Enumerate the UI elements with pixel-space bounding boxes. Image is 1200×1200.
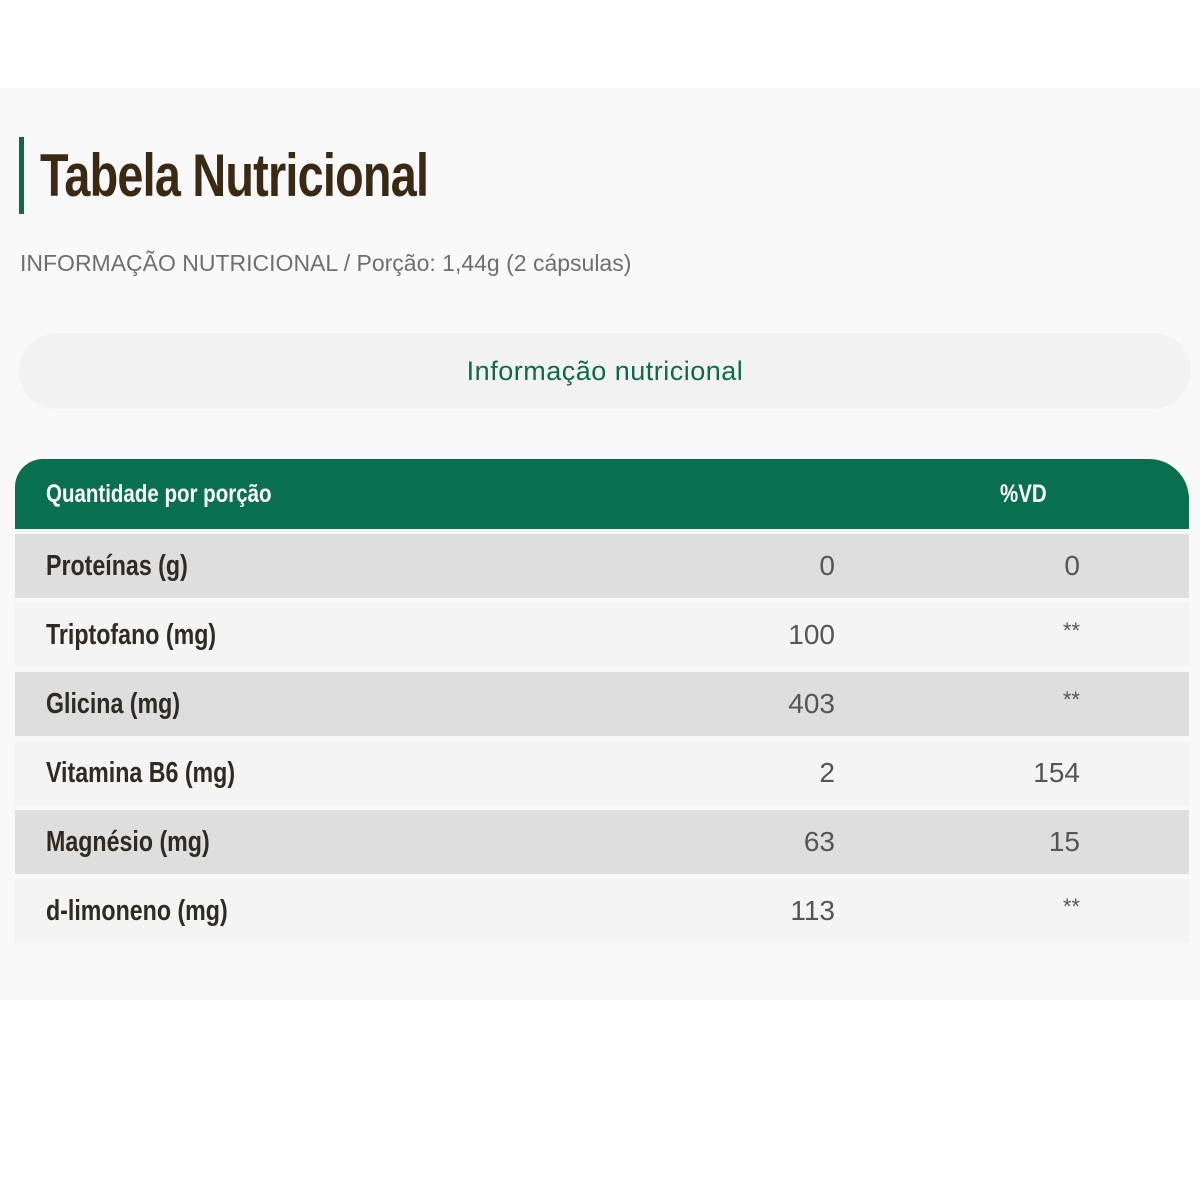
nutrient-vd: 15 xyxy=(1048,826,1080,857)
page-title: Tabela Nutricional xyxy=(40,142,429,209)
nutrient-amount: 403 xyxy=(788,688,835,719)
tab-nutrition-info-label: Informação nutricional xyxy=(466,355,744,386)
tab-nutrition-info[interactable] xyxy=(19,333,1191,409)
header-vd: %VD xyxy=(1000,480,1047,508)
nutrient-vd: ** xyxy=(1062,894,1080,919)
table-row xyxy=(15,534,1189,598)
table-header xyxy=(15,459,1189,529)
nutrient-name: Magnésio (mg) xyxy=(46,826,210,858)
table-row xyxy=(15,672,1189,736)
nutrient-name: Proteínas (g) xyxy=(46,550,188,582)
nutrient-name: Vitamina B6 (mg) xyxy=(46,757,236,789)
serving-info: INFORMAÇÃO NUTRICIONAL / Porção: 1,44g (2 cápsulas) xyxy=(20,250,632,276)
nutrient-vd: ** xyxy=(1062,687,1080,712)
nutrient-amount: 100 xyxy=(788,619,835,650)
nutrition-table xyxy=(15,459,1189,943)
header-quantity: Quantidade por porção xyxy=(46,480,272,508)
table-row xyxy=(15,603,1189,667)
table-row xyxy=(15,741,1189,805)
nutrient-vd: 0 xyxy=(1064,550,1080,581)
nutrient-name: Glicina (mg) xyxy=(46,688,181,720)
nutrient-amount: 2 xyxy=(819,757,835,788)
nutrient-vd: ** xyxy=(1062,618,1080,643)
nutrient-vd: 154 xyxy=(1033,757,1080,788)
table-row xyxy=(15,810,1189,874)
table-row xyxy=(15,879,1189,943)
nutrient-name: Triptofano (mg) xyxy=(46,619,217,651)
nutrient-amount: 0 xyxy=(819,550,835,581)
title-accent-bar xyxy=(19,137,538,214)
nutrient-amount: 113 xyxy=(790,895,835,926)
nutrient-name: d-limoneno (mg) xyxy=(46,895,228,927)
nutrient-amount: 63 xyxy=(803,826,835,857)
